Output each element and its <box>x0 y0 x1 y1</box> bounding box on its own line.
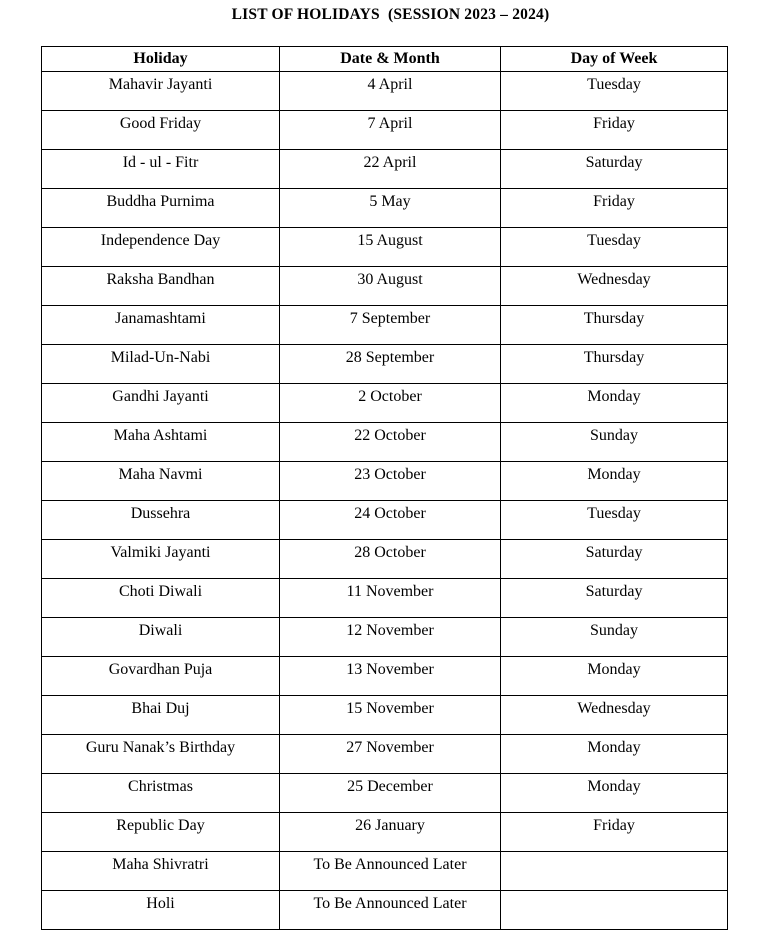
table-row <box>42 267 728 306</box>
table-row <box>42 852 728 891</box>
cell-holiday: Raksha Bandhan <box>42 267 280 306</box>
cell-holiday: Independence Day <box>42 228 280 267</box>
cell-holiday: Choti Diwali <box>42 579 280 618</box>
cell-date: 22 October <box>280 423 501 462</box>
cell-day: Saturday <box>501 540 728 579</box>
cell-date: 22 April <box>280 150 501 189</box>
cell-date: 12 November <box>280 618 501 657</box>
cell-day: Tuesday <box>501 228 728 267</box>
cell-day: Thursday <box>501 306 728 345</box>
table-row <box>42 735 728 774</box>
table-row <box>42 540 728 579</box>
cell-day: Friday <box>501 111 728 150</box>
cell-holiday: Janamashtami <box>42 306 280 345</box>
cell-day: Sunday <box>501 618 728 657</box>
table-row <box>42 306 728 345</box>
cell-date: 26 January <box>280 813 501 852</box>
table-row <box>42 774 728 813</box>
cell-date: 11 November <box>280 579 501 618</box>
cell-day: Wednesday <box>501 696 728 735</box>
cell-holiday: Dussehra <box>42 501 280 540</box>
cell-holiday: Mahavir Jayanti <box>42 72 280 111</box>
cell-day: Tuesday <box>501 72 728 111</box>
cell-date: To Be Announced Later <box>280 891 501 930</box>
cell-holiday: Maha Navmi <box>42 462 280 501</box>
cell-date: 24 October <box>280 501 501 540</box>
cell-day: Saturday <box>501 579 728 618</box>
cell-date: 27 November <box>280 735 501 774</box>
cell-date: 15 August <box>280 228 501 267</box>
cell-day <box>501 891 728 930</box>
cell-holiday: Diwali <box>42 618 280 657</box>
table-row <box>42 579 728 618</box>
cell-date: 25 December <box>280 774 501 813</box>
table-row <box>42 345 728 384</box>
cell-day: Thursday <box>501 345 728 384</box>
cell-day: Friday <box>501 189 728 228</box>
column-header-date: Date & Month <box>280 47 501 72</box>
table-body <box>42 72 728 930</box>
table-row <box>42 228 728 267</box>
table-row <box>42 462 728 501</box>
cell-day: Monday <box>501 462 728 501</box>
cell-day: Monday <box>501 384 728 423</box>
cell-holiday: Bhai Duj <box>42 696 280 735</box>
cell-holiday: Milad-Un-Nabi <box>42 345 280 384</box>
cell-day: Friday <box>501 813 728 852</box>
cell-holiday: Good Friday <box>42 111 280 150</box>
cell-day <box>501 852 728 891</box>
cell-date: 23 October <box>280 462 501 501</box>
cell-holiday: Christmas <box>42 774 280 813</box>
cell-holiday: Maha Shivratri <box>42 852 280 891</box>
cell-day: Monday <box>501 735 728 774</box>
cell-day: Tuesday <box>501 501 728 540</box>
cell-holiday: Valmiki Jayanti <box>42 540 280 579</box>
cell-holiday: Republic Day <box>42 813 280 852</box>
cell-date: 15 November <box>280 696 501 735</box>
cell-date: 30 August <box>280 267 501 306</box>
cell-holiday: Gandhi Jayanti <box>42 384 280 423</box>
cell-holiday: Id - ul - Fitr <box>42 150 280 189</box>
cell-date: 5 May <box>280 189 501 228</box>
cell-date: 13 November <box>280 657 501 696</box>
cell-day: Monday <box>501 774 728 813</box>
cell-date: 2 October <box>280 384 501 423</box>
cell-date: 28 September <box>280 345 501 384</box>
table-row <box>42 189 728 228</box>
table-row <box>42 501 728 540</box>
table-row <box>42 618 728 657</box>
table-row <box>42 696 728 735</box>
cell-date: 28 October <box>280 540 501 579</box>
table-row <box>42 150 728 189</box>
table-row <box>42 813 728 852</box>
cell-holiday: Buddha Purnima <box>42 189 280 228</box>
cell-holiday: Holi <box>42 891 280 930</box>
cell-holiday: Govardhan Puja <box>42 657 280 696</box>
cell-day: Sunday <box>501 423 728 462</box>
cell-date: 4 April <box>280 72 501 111</box>
table-row <box>42 891 728 930</box>
table-header <box>42 47 728 72</box>
cell-day: Wednesday <box>501 267 728 306</box>
table-row <box>42 657 728 696</box>
table-row <box>42 384 728 423</box>
cell-date: 7 April <box>280 111 501 150</box>
table-header-row <box>42 47 728 72</box>
cell-day: Saturday <box>501 150 728 189</box>
table-row <box>42 72 728 111</box>
page-title: LIST OF HOLIDAYS (SESSION 2023 – 2024) <box>231 6 550 23</box>
holidays-table <box>41 46 728 930</box>
cell-holiday: Guru Nanak’s Birthday <box>42 735 280 774</box>
column-header-holiday: Holiday <box>42 47 280 72</box>
cell-day: Monday <box>501 657 728 696</box>
table-row <box>42 423 728 462</box>
column-header-day: Day of Week <box>501 47 728 72</box>
cell-holiday: Maha Ashtami <box>42 423 280 462</box>
cell-date: To Be Announced Later <box>280 852 501 891</box>
table-row <box>42 111 728 150</box>
cell-date: 7 September <box>280 306 501 345</box>
